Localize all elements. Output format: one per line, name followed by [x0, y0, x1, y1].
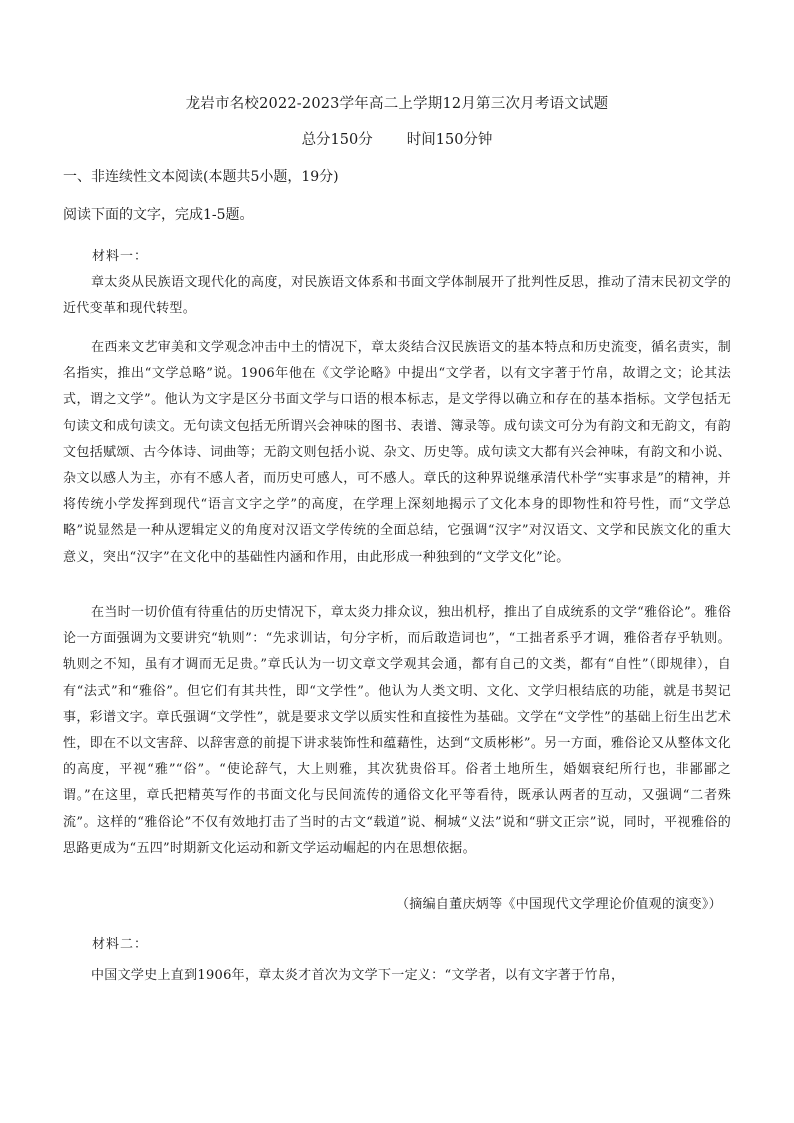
material1-paragraph-2: 在西来文艺审美和文学观念冲击中土的情况下，章太炎结合汉民族语文的基本特点和历史流变，循名责实，制名指实，推出“文学总略”说。1906年他在《文学论略》中提出“文学者，以有文字著于竹帛，故谓之文；论其法式，谓之文学”。他认为文字是区分书面文学与口语的根本标志，是文学得以确立和存在的基本指标。文学包括无句读文和成句读文。无句读文包括无所谓兴会神味的图书、表谱、簿录等。成句读文可分为有韵文和无韵文，有韵文包括赋颂、古今体诗、词曲等；无韵文则包括小说、杂文、历史等。成句读文大都有兴会神味，有韵文和小说、杂文以感人为主，亦有不感人者，而历史可感人，可不感人。章氏的这种界说继承清代朴学“实事求是”的精神，并将传统小学发挥到现代“语言文字之学”的高度，在学理上深刻地揭示了文化本身的即物性和符号性，而“文学总略”说显然是一种从逻辑定义的角度对汉语文学传统的全面总结，它强调“汉字”对汉语文、文学和民族文化的重大意义，突出“汉字”在文化中的基础性内涵和作用，由此形成一种独到的“文学文化”论。 — [63, 340, 731, 565]
exam-subtitle — [0, 128, 794, 149]
exam-title: 龙岩市名校2022-2023学年高二上学期12月第三次月考语文试题 — [185, 96, 609, 112]
material2-label: 材料二： — [92, 937, 149, 952]
material2-paragraph-1: 中国文学史上直到1906年，章太炎才首次为文学下一定义：“文学者，以有文字著于竹帛， — [91, 968, 625, 983]
material1-paragraph-1: 章太炎从民族语文现代化的高度，对民族语文体系和书面文学体制展开了批判性反思，推动了清末民初文学的近代变革和现代转型。 — [63, 275, 731, 317]
exam-time: 时间150分钟 — [406, 132, 493, 148]
total-score: 总分150分 — [301, 132, 373, 148]
section-instruction: 阅读下面的文字，完成1-5题。 — [63, 207, 254, 223]
material1-source: （摘编自董庆炳等《中国现代文学理论价值观的演变》） — [395, 897, 722, 912]
material1-label: 材料一： — [92, 249, 149, 264]
material1-paragraph-3: 在当时一切价值有待重估的历史情况下，章太炎力排众议，独出机杼，推出了自成统系的文学“雅俗论”。雅俗论一方面强调为文要讲究“轨则”：“先求训诂，句分字析，而后敢造词也”，“工拙者系乎才调，雅俗者存乎轨则。轨则之不知，虽有才调而无足贵。”章氏认为一切文章文学观其会通，都有自己的文类，都有“自性”（即规律），自有“法式”和“雅俗”。但它们有其共性，即“文学性”。他认为人类文明、文化、文学归根结底的功能，就是书契记事，彩谱文字。章氏强调“文学性”，就是要求文学以质实性和直接性为基础。文学在“文学性”的基础上衍生出艺术性，即在不以文害辞、以辞害意的前提下讲求装饰性和蕴藉性，达到“文质彬彬”。另一方面，雅俗论又从整体文化的高度，平视“雅”“俗”。“使论辞气，大上则雅，其次犹贵俗耳。俗者土地所生，婚姻衰纪所行也，非鄙鄙之谓。”在这里，章氏把精英写作的书面文化与民间流传的通俗文化平等看待，既承认两者的互动，又强调“二者殊流”。这样的“雅俗论”不仅有效地打击了当时的古文“载道”说、桐城“义法”说和“骈文正宗”说，同时，平视雅俗的思路更成为“五四”时期新文化运动和新文学运动崛起的内在思想依据。 — [63, 605, 731, 856]
section-heading: 一、非连续性文本阅读(本题共5小题，19分) — [63, 169, 339, 185]
